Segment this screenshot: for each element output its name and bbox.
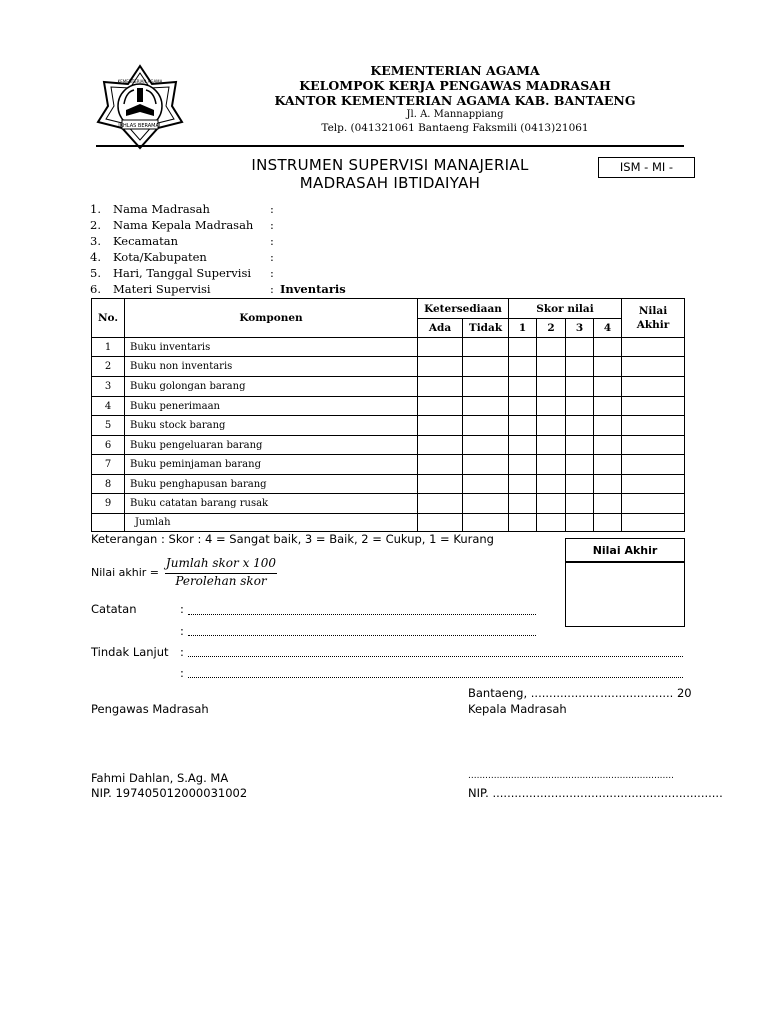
- cell-ada[interactable]: [418, 494, 463, 514]
- cell-skor-2[interactable]: [537, 494, 566, 514]
- total-row: [92, 514, 685, 532]
- table-row: [92, 416, 685, 436]
- tindak-lanjut-line-1[interactable]: [188, 656, 683, 657]
- cell-skor-2[interactable]: [537, 338, 566, 357]
- row-item: Buku penghapusan barang: [125, 475, 418, 494]
- identity-value: Inventaris: [280, 282, 346, 296]
- cell-ada[interactable]: [418, 357, 463, 377]
- cell-nilai-akhir[interactable]: [622, 377, 685, 397]
- pengawas-nip: NIP. 197405012000031002: [91, 786, 248, 800]
- total-row-blank: [92, 514, 125, 532]
- cell-skor-3[interactable]: [566, 455, 594, 475]
- col-header-skor: Skor nilai: [509, 299, 622, 319]
- identity-colon: :: [270, 218, 274, 232]
- formula-denominator: Perolehan skor: [175, 574, 267, 588]
- header-office: KANTOR KEMENTERIAN AGAMA KAB. BANTAENG: [274, 93, 636, 108]
- total-nilai-akhir[interactable]: [622, 514, 685, 532]
- cell-nilai-akhir[interactable]: [622, 338, 685, 357]
- col-header-skor-2: 2: [537, 319, 566, 338]
- row-number: 9: [92, 494, 125, 514]
- cell-skor-4[interactable]: [594, 357, 622, 377]
- total-skor-2[interactable]: [537, 514, 566, 532]
- cell-ada[interactable]: [418, 475, 463, 494]
- cell-nilai-akhir[interactable]: [622, 416, 685, 436]
- nilai-akhir-box[interactable]: [565, 538, 685, 627]
- form-title: INSTRUMEN SUPERVISI MANAJERIAL: [251, 156, 529, 174]
- tindak-colon-1: :: [180, 645, 184, 659]
- tindak-colon-2: :: [180, 666, 184, 680]
- row-item: Buku penerimaan: [125, 397, 418, 416]
- cell-skor-1[interactable]: [509, 436, 537, 455]
- row-item: Buku peminjaman barang: [125, 455, 418, 475]
- logo: [96, 64, 184, 150]
- nilai-akhir-box-title: Nilai Akhir: [566, 539, 684, 563]
- emblem-motto: IKHLAS BERAMAL: [118, 123, 162, 129]
- cell-skor-4[interactable]: [594, 338, 622, 357]
- col-header-komponen: Komponen: [125, 299, 418, 338]
- catatan-colon-1: :: [180, 602, 184, 616]
- kepala-nip[interactable]: NIP. ...............................................................: [468, 786, 723, 800]
- table-row: [92, 494, 685, 514]
- row-item: Buku golongan barang: [125, 377, 418, 397]
- cell-tidak[interactable]: [463, 455, 509, 475]
- identity-number: 6.: [90, 282, 101, 296]
- table-row: [92, 397, 685, 416]
- cell-skor-3[interactable]: [566, 377, 594, 397]
- cell-ada[interactable]: [418, 436, 463, 455]
- identity-colon: :: [270, 266, 274, 280]
- ministry-emblem-icon: [96, 64, 184, 150]
- cell-nilai-akhir[interactable]: [622, 455, 685, 475]
- total-skor-4[interactable]: [594, 514, 622, 532]
- cell-nilai-akhir[interactable]: [622, 475, 685, 494]
- total-skor-1[interactable]: [509, 514, 537, 532]
- formula-numerator: Jumlah skor x 100: [165, 556, 277, 570]
- score-legend: Keterangan : Skor : 4 = Sangat baik, 3 = Baik, 2 = Cukup, 1 = Kurang: [91, 532, 494, 546]
- cell-skor-4[interactable]: [594, 494, 622, 514]
- table-row: [92, 338, 685, 357]
- cell-ada[interactable]: [418, 377, 463, 397]
- row-number: 5: [92, 416, 125, 436]
- formula-label: Nilai akhir =: [91, 566, 160, 579]
- cell-skor-3[interactable]: [566, 475, 594, 494]
- row-number: 1: [92, 338, 125, 357]
- row-number: 3: [92, 377, 125, 397]
- cell-tidak[interactable]: [463, 475, 509, 494]
- identity-colon: :: [270, 250, 274, 264]
- row-number: 7: [92, 455, 125, 475]
- cell-skor-2[interactable]: [537, 475, 566, 494]
- header-divider: [96, 145, 684, 147]
- table-row: [92, 455, 685, 475]
- form-code-box: ISM - MI -: [598, 157, 695, 178]
- cell-skor-4[interactable]: [594, 416, 622, 436]
- cell-skor-4[interactable]: [594, 397, 622, 416]
- cell-skor-3[interactable]: [566, 338, 594, 357]
- header-contact: Telp. (041321061 Bantaeng Faksmili (0413)21061: [321, 122, 589, 134]
- col-header-skor-1: 1: [509, 319, 537, 338]
- identity-label: Materi Supervisi: [113, 282, 211, 296]
- cell-tidak[interactable]: [463, 494, 509, 514]
- place-date: Bantaeng, ....................................... 20: [468, 686, 692, 700]
- col-header-skor-3: 3: [566, 319, 594, 338]
- cell-skor-1[interactable]: [509, 455, 537, 475]
- row-item: Buku catatan barang rusak: [125, 494, 418, 514]
- cell-skor-3[interactable]: [566, 436, 594, 455]
- cell-skor-3[interactable]: [566, 416, 594, 436]
- col-header-ada: Ada: [418, 319, 463, 338]
- identity-colon: :: [270, 202, 274, 216]
- identity-number: 5.: [90, 266, 101, 280]
- tindak-lanjut-label: Tindak Lanjut: [91, 645, 169, 659]
- pengawas-role: Pengawas Madrasah: [91, 702, 209, 716]
- identity-label: Kota/Kabupaten: [113, 250, 207, 264]
- identity-label: Hari, Tanggal Supervisi: [113, 266, 252, 280]
- tindak-lanjut-line-2[interactable]: [188, 677, 683, 678]
- header-group: KELOMPOK KERJA PENGAWAS MADRASAH: [299, 78, 611, 93]
- cell-skor-2[interactable]: [537, 357, 566, 377]
- cell-nilai-akhir[interactable]: [622, 494, 685, 514]
- cell-nilai-akhir[interactable]: [622, 436, 685, 455]
- identity-label: Kecamatan: [113, 234, 179, 248]
- pengawas-name: Fahmi Dahlan, S.Ag. MA: [91, 771, 229, 785]
- cell-skor-1[interactable]: [509, 494, 537, 514]
- identity-number: 1.: [90, 202, 101, 216]
- row-number: 2: [92, 357, 125, 377]
- identity-label: Nama Kepala Madrasah: [113, 218, 254, 232]
- cell-skor-2[interactable]: [537, 397, 566, 416]
- row-number: 8: [92, 475, 125, 494]
- row-item: Buku non inventaris: [125, 357, 418, 377]
- identity-number: 2.: [90, 218, 101, 232]
- total-label: Jumlah: [125, 514, 418, 532]
- header-address: Jl. A. Mannappiang: [406, 109, 504, 120]
- supervision-table: [91, 298, 685, 532]
- kepala-role: Kepala Madrasah: [468, 702, 567, 716]
- total-tidak[interactable]: [463, 514, 509, 532]
- cell-nilai-akhir[interactable]: [622, 357, 685, 377]
- header-ministry: KEMENTERIAN AGAMA: [370, 63, 540, 78]
- row-number: 4: [92, 397, 125, 416]
- cell-tidak[interactable]: [463, 377, 509, 397]
- cell-tidak[interactable]: [463, 357, 509, 377]
- cell-skor-1[interactable]: [509, 475, 537, 494]
- cell-skor-4[interactable]: [594, 436, 622, 455]
- total-ada[interactable]: [418, 514, 463, 532]
- row-item: Buku inventaris: [125, 338, 418, 357]
- cell-ada[interactable]: [418, 455, 463, 475]
- cell-ada[interactable]: [418, 397, 463, 416]
- cell-ada[interactable]: [418, 416, 463, 436]
- cell-skor-3[interactable]: [566, 357, 594, 377]
- cell-skor-1[interactable]: [509, 416, 537, 436]
- catatan-line-1[interactable]: [188, 614, 536, 615]
- kepala-name-line[interactable]: ........................................................................: [468, 771, 674, 781]
- identity-number: 4.: [90, 250, 101, 264]
- form-subtitle: MADRASAH IBTIDAIYAH: [299, 174, 481, 192]
- identity-label: Nama Madrasah: [113, 202, 210, 216]
- row-item: Buku stock barang: [125, 416, 418, 436]
- cell-tidak[interactable]: [463, 416, 509, 436]
- col-header-nilai-akhir: Nilai Akhir: [622, 299, 685, 338]
- total-skor-3[interactable]: [566, 514, 594, 532]
- cell-skor-4[interactable]: [594, 455, 622, 475]
- identity-number: 3.: [90, 234, 101, 248]
- catatan-label: Catatan: [91, 602, 137, 616]
- col-header-ketersediaan: Ketersediaan: [418, 299, 509, 319]
- cell-nilai-akhir[interactable]: [622, 397, 685, 416]
- cell-skor-3[interactable]: [566, 494, 594, 514]
- table-row: [92, 357, 685, 377]
- cell-skor-1[interactable]: [509, 377, 537, 397]
- identity-colon: :: [270, 282, 274, 296]
- identity-colon: :: [270, 234, 274, 248]
- cell-skor-2[interactable]: [537, 377, 566, 397]
- cell-tidak[interactable]: [463, 397, 509, 416]
- col-header-tidak: Tidak: [463, 319, 509, 338]
- row-number: 6: [92, 436, 125, 455]
- catatan-line-2[interactable]: [188, 635, 536, 636]
- cell-skor-1[interactable]: [509, 397, 537, 416]
- cell-ada[interactable]: [418, 338, 463, 357]
- cell-skor-1[interactable]: [509, 357, 537, 377]
- col-header-skor-4: 4: [594, 319, 622, 338]
- cell-skor-4[interactable]: [594, 475, 622, 494]
- cell-skor-2[interactable]: [537, 455, 566, 475]
- cell-skor-2[interactable]: [537, 416, 566, 436]
- catatan-colon-2: :: [180, 624, 184, 638]
- table-row: [92, 475, 685, 494]
- cell-skor-1[interactable]: [509, 338, 537, 357]
- table-row: [92, 377, 685, 397]
- table-row: [92, 436, 685, 455]
- row-item: Buku pengeluaran barang: [125, 436, 418, 455]
- cell-tidak[interactable]: [463, 436, 509, 455]
- cell-skor-2[interactable]: [537, 436, 566, 455]
- cell-tidak[interactable]: [463, 338, 509, 357]
- col-header-no: No.: [92, 299, 125, 338]
- cell-skor-3[interactable]: [566, 397, 594, 416]
- emblem-name: KEMENTERIAN AGAMA: [117, 79, 163, 84]
- cell-skor-4[interactable]: [594, 377, 622, 397]
